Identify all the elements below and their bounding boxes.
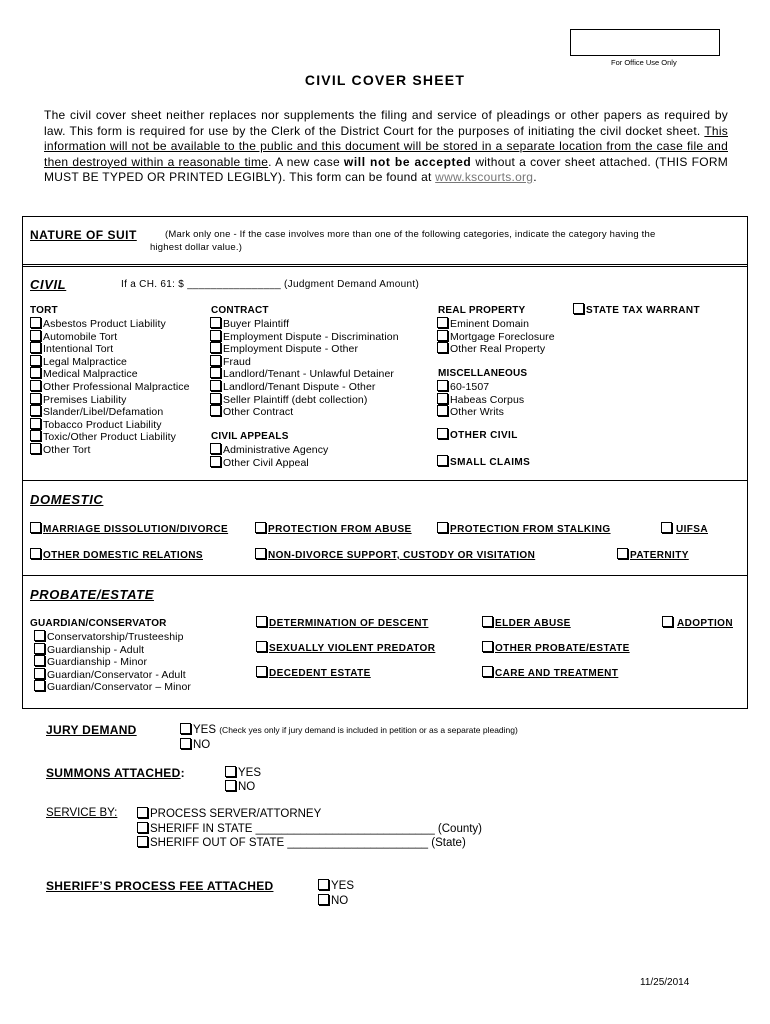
state-tax-warrant-option[interactable]	[573, 303, 700, 318]
tort-label: Legal Malpractice	[43, 355, 127, 368]
tort-checkbox[interactable]	[30, 393, 41, 404]
non-divorce-label: NON-DIVORCE SUPPORT, CUSTODY OR VISITATION	[268, 550, 536, 561]
contract-option[interactable]	[210, 355, 251, 369]
real-property-checkbox[interactable]	[437, 317, 448, 328]
civil-appeal-option[interactable]	[210, 443, 328, 457]
guardian-option[interactable]	[34, 655, 147, 669]
sheriff-fee-yes-checkbox[interactable]	[318, 879, 329, 890]
state-tax-warrant-label: STATE TAX WARRANT	[586, 305, 701, 316]
summons-label-text: SUMMONS ATTACHED	[46, 766, 181, 780]
civil-appeal-checkbox[interactable]	[210, 456, 221, 467]
sheriff-fee-no-label: NO	[331, 895, 349, 907]
care-treatment-checkbox[interactable]	[482, 666, 493, 677]
tort-checkbox[interactable]	[30, 380, 41, 391]
miscellaneous-option[interactable]	[437, 405, 504, 419]
descent-checkbox[interactable]	[256, 616, 267, 627]
real-property-label: Eminent Domain	[450, 318, 530, 330]
jury-no-checkbox[interactable]	[180, 738, 191, 749]
frame-left	[22, 216, 23, 709]
small-claims-option[interactable]	[437, 455, 530, 470]
elder-abuse-label: ELDER ABUSE	[495, 618, 571, 629]
guardian-label: Guardian/Conservator - Adult	[47, 668, 186, 681]
tort-checkbox[interactable]	[30, 355, 41, 366]
civil-appeal-label: Other Civil Appeal	[223, 456, 309, 469]
protection-stalking-checkbox[interactable]	[437, 522, 448, 533]
contract-label: Landlord/Tenant Dispute - Other	[223, 381, 376, 393]
uifsa-label: UIFSA	[676, 524, 708, 535]
guardian-checkbox[interactable]	[34, 643, 45, 654]
ch61-amount[interactable]: If a CH. 61: $ ________________ (Judgment Demand Amount)	[121, 279, 420, 290]
tort-checkbox[interactable]	[30, 317, 41, 328]
marriage-dissolution-option[interactable]	[30, 522, 228, 537]
contract-label: Buyer Plaintiff	[223, 318, 290, 330]
state-tax-warrant-checkbox[interactable]	[573, 303, 584, 314]
tort-label: Toxic/Other Product Liability	[43, 431, 177, 444]
contract-label: Other Contract	[223, 406, 294, 419]
real-property-header: REAL PROPERTY	[438, 305, 526, 316]
elder-abuse-option[interactable]	[482, 616, 571, 631]
guardian-checkbox[interactable]	[34, 668, 45, 679]
real-property-checkbox[interactable]	[437, 342, 448, 353]
kscourts-link[interactable]: www.kscourts.org	[435, 170, 534, 184]
contract-header: CONTRACT	[211, 305, 269, 316]
jury-demand-label: JURY DEMAND	[46, 723, 137, 737]
contract-label: Employment Dispute - Discrimination	[223, 330, 399, 343]
predator-checkbox[interactable]	[256, 641, 267, 652]
contract-checkbox[interactable]	[210, 330, 221, 341]
contract-checkbox[interactable]	[210, 355, 221, 366]
contract-label: Seller Plaintiff (debt collection)	[223, 393, 368, 406]
sheriff-in-state-checkbox[interactable]	[137, 822, 148, 833]
intro-paragraph	[44, 108, 728, 186]
real-property-label: Mortgage Foreclosure	[450, 330, 555, 343]
guardian-option[interactable]	[34, 630, 184, 644]
protection-stalking-option[interactable]	[437, 522, 611, 537]
guardian-label: Guardianship - Minor	[47, 656, 148, 669]
non-divorce-option[interactable]	[255, 548, 535, 563]
small-claims-label: SMALL CLAIMS	[450, 457, 531, 468]
domestic-section-title: DOMESTIC	[30, 492, 104, 507]
guardian-label: Guardian/Conservator – Minor	[47, 681, 192, 694]
adoption-checkbox[interactable]	[662, 616, 673, 627]
contract-option[interactable]	[210, 342, 358, 356]
decedent-checkbox[interactable]	[256, 666, 267, 677]
contract-option[interactable]	[210, 367, 394, 381]
descent-label: DETERMINATION OF DESCENT	[269, 618, 429, 629]
process-server-checkbox[interactable]	[137, 807, 148, 818]
miscellaneous-label: Habeas Corpus	[450, 393, 525, 406]
divider-domestic	[22, 480, 748, 481]
sheriff-fee-label: SHERIFF’S PROCESS FEE ATTACHED	[46, 879, 274, 893]
guardian-option[interactable]	[34, 668, 186, 682]
tort-checkbox[interactable]	[30, 430, 41, 441]
contract-checkbox[interactable]	[210, 342, 221, 353]
guardian-label: Guardianship - Adult	[47, 643, 145, 656]
other-probate-checkbox[interactable]	[482, 641, 493, 652]
contract-checkbox[interactable]	[210, 380, 221, 391]
civil-appeal-label: Administrative Agency	[223, 444, 329, 456]
divider-probate	[22, 575, 748, 576]
protection-abuse-label: PROTECTION FROM ABUSE	[268, 524, 412, 535]
revision-date: 11/25/2014	[640, 977, 690, 988]
miscellaneous-option[interactable]	[437, 393, 524, 407]
guardian-checkbox[interactable]	[34, 655, 45, 666]
predator-option[interactable]	[256, 641, 435, 656]
tort-label: Other Tort	[43, 444, 91, 456]
real-property-label: Other Real Property	[450, 343, 546, 356]
tort-option[interactable]	[30, 367, 138, 381]
small-claims-checkbox[interactable]	[437, 455, 448, 466]
summons-yes-label: YES	[238, 767, 262, 779]
intro-part4: .	[533, 170, 537, 184]
tort-label: Slander/Libel/Defamation	[43, 406, 164, 419]
sheriff-fee-no-checkbox[interactable]	[318, 894, 329, 905]
tort-option[interactable]	[30, 342, 113, 356]
frame-top	[22, 216, 748, 217]
non-divorce-checkbox[interactable]	[255, 548, 266, 559]
protection-stalking-label: PROTECTION FROM STALKING	[450, 524, 611, 535]
other-probate-option[interactable]	[482, 641, 630, 656]
summons-yes-checkbox[interactable]	[225, 766, 236, 777]
nature-instruction-2: highest dollar value.)	[150, 242, 243, 253]
guardian-header: GUARDIAN/CONSERVATOR	[30, 618, 167, 629]
contract-checkbox[interactable]	[210, 393, 221, 404]
contract-option[interactable]	[210, 330, 399, 344]
tort-label: Other Professional Malpractice	[43, 381, 190, 393]
summons-no-option[interactable]	[225, 780, 255, 793]
process-server-label: PROCESS SERVER/ATTORNEY	[150, 808, 322, 820]
marriage-dissolution-label: MARRIAGE DISSOLUTION/DIVORCE	[43, 524, 229, 535]
jury-yes-checkbox[interactable]	[180, 723, 191, 734]
miscellaneous-label: Other Writs	[450, 406, 504, 419]
contract-option[interactable]	[210, 380, 376, 394]
paternity-checkbox[interactable]	[617, 548, 628, 559]
miscellaneous-checkbox[interactable]	[437, 405, 448, 416]
real-property-checkbox[interactable]	[437, 330, 448, 341]
paternity-option[interactable]	[617, 548, 689, 563]
tort-label: Asbestos Product Liability	[43, 318, 166, 330]
uifsa-option[interactable]	[661, 522, 708, 537]
protection-abuse-option[interactable]	[255, 522, 412, 537]
intro-part2: . A new case	[268, 154, 344, 169]
other-probate-label: OTHER PROBATE/ESTATE	[495, 643, 630, 654]
miscellaneous-checkbox[interactable]	[437, 380, 448, 391]
real-property-option[interactable]	[437, 330, 555, 344]
tort-checkbox[interactable]	[30, 367, 41, 378]
jury-yes-option[interactable]	[180, 723, 518, 736]
process-server-option[interactable]	[137, 807, 321, 820]
summons-colon: :	[180, 766, 185, 780]
tort-label: Automobile Tort	[43, 330, 118, 343]
contract-label: Fraud	[223, 355, 251, 368]
miscellaneous-label: 60-1507	[450, 381, 490, 393]
tort-option[interactable]	[30, 330, 117, 344]
summons-label	[46, 766, 185, 780]
jury-note: (Check yes only if jury demand is included in petition or as a separate pleading)	[219, 725, 518, 735]
tort-option[interactable]	[30, 430, 176, 444]
marriage-dissolution-checkbox[interactable]	[30, 522, 41, 533]
real-property-option[interactable]	[437, 342, 545, 356]
tort-header: TORT	[30, 305, 58, 316]
guardian-option[interactable]	[34, 643, 144, 657]
tort-label: Tobacco Product Liability	[43, 418, 162, 431]
frame-right	[747, 216, 748, 709]
contract-checkbox[interactable]	[210, 367, 221, 378]
decedent-option[interactable]	[256, 666, 371, 681]
intro-underlined: This information will not be available to the public and this document will be stored in a separate location from the case file and then destroyed within a reasonable time	[44, 123, 728, 169]
sheriff-out-state-checkbox[interactable]	[137, 836, 148, 847]
other-domestic-checkbox[interactable]	[30, 548, 41, 559]
sheriff-out-state-label: SHERIFF OUT OF STATE ______________________ (State)	[150, 837, 466, 849]
nature-instruction-1: (Mark only one - If the case involves more than one of the following categories, indicate the category having the	[165, 229, 656, 240]
adoption-label: ADOPTION	[677, 618, 733, 629]
guardian-option[interactable]	[34, 680, 191, 694]
decedent-label: DECEDENT ESTATE	[269, 668, 371, 679]
tort-label: Premises Liability	[43, 393, 127, 406]
civil-appeal-option[interactable]	[210, 456, 309, 470]
summons-yes-option[interactable]	[225, 766, 261, 779]
miscellaneous-option[interactable]	[437, 380, 489, 394]
service-by-label: SERVICE BY:	[46, 807, 118, 819]
sheriff-fee-yes-label: YES	[331, 880, 355, 892]
predator-label: SEXUALLY VIOLENT PREDATOR	[269, 643, 436, 654]
frame-bottom	[22, 708, 748, 709]
tort-checkbox[interactable]	[30, 342, 41, 353]
contract-option[interactable]	[210, 393, 367, 407]
tort-option[interactable]	[30, 380, 190, 394]
sheriff-fee-yes-option[interactable]	[318, 879, 354, 892]
tort-checkbox[interactable]	[30, 443, 41, 454]
tort-option[interactable]	[30, 418, 162, 432]
protection-abuse-checkbox[interactable]	[255, 522, 266, 533]
sheriff-fee-no-option[interactable]	[318, 894, 348, 907]
miscellaneous-checkbox[interactable]	[437, 393, 448, 404]
descent-option[interactable]	[256, 616, 428, 631]
guardian-checkbox[interactable]	[34, 680, 45, 691]
tort-option[interactable]	[30, 405, 163, 419]
miscellaneous-header: MISCELLANEOUS	[438, 368, 528, 379]
intro-part1: The civil cover sheet neither replaces nor supplements the filing and service of pleadings or other papers as required by law. This form is required for use by the Clerk of the District Court for the purposes of initiating the civil docket sheet.	[44, 108, 728, 138]
nature-of-suit-label: NATURE OF SUIT	[30, 228, 137, 242]
civil-section-title: CIVIL	[30, 277, 67, 292]
tort-option[interactable]	[30, 393, 127, 407]
tort-checkbox[interactable]	[30, 330, 41, 341]
contract-option[interactable]	[210, 405, 293, 419]
other-civil-label: OTHER CIVIL	[450, 430, 518, 441]
uifsa-checkbox[interactable]	[661, 522, 672, 533]
jury-yes-label: YES	[193, 724, 217, 736]
contract-checkbox[interactable]	[210, 317, 221, 328]
adoption-option[interactable]	[662, 616, 733, 631]
sheriff-in-state-option[interactable]	[137, 822, 482, 835]
sheriff-out-state-option[interactable]	[137, 836, 466, 849]
jury-no-option[interactable]	[180, 738, 210, 751]
tort-checkbox[interactable]	[30, 405, 41, 416]
other-civil-checkbox[interactable]	[437, 428, 448, 439]
real-property-option[interactable]	[437, 317, 529, 331]
paternity-label: PATERNITY	[630, 550, 689, 561]
care-treatment-label: CARE AND TREATMENT	[495, 668, 619, 679]
tort-label: Intentional Tort	[43, 343, 114, 356]
care-treatment-option[interactable]	[482, 666, 618, 681]
sheriff-in-state-label: SHERIFF IN STATE ____________________________ (County)	[150, 823, 483, 835]
other-civil-option[interactable]	[437, 428, 518, 443]
contract-checkbox[interactable]	[210, 405, 221, 416]
tort-option[interactable]	[30, 355, 127, 369]
jury-no-label: NO	[193, 739, 211, 751]
tort-label: Medical Malpractice	[43, 368, 138, 381]
summons-no-label: NO	[238, 781, 256, 793]
tort-option[interactable]	[30, 443, 91, 457]
civil-appeals-header: CIVIL APPEALS	[211, 431, 289, 442]
other-domestic-option[interactable]	[30, 548, 203, 563]
guardian-checkbox[interactable]	[34, 630, 45, 641]
summons-no-checkbox[interactable]	[225, 780, 236, 791]
contract-option[interactable]	[210, 317, 289, 331]
probate-section-title: PROBATE/ESTATE	[30, 587, 154, 602]
other-domestic-label: OTHER DOMESTIC RELATIONS	[43, 550, 203, 561]
contract-label: Employment Dispute - Other	[223, 343, 359, 356]
civil-appeal-checkbox[interactable]	[210, 443, 221, 454]
tort-checkbox[interactable]	[30, 418, 41, 429]
tort-option[interactable]	[30, 317, 166, 331]
office-use-label: For Office Use Only	[611, 58, 677, 67]
contract-label: Landlord/Tenant - Unlawful Detainer	[223, 368, 395, 381]
office-use-box[interactable]	[570, 29, 720, 56]
intro-bold: will not be accepted	[343, 154, 472, 169]
page-title: CIVIL COVER SHEET	[304, 72, 466, 88]
divider-nature	[22, 264, 748, 267]
intro-part3: without a cover sheet attached. (THIS FORM MUST BE TYPED OR PRINTED LEGIBLY). This form can be found at	[44, 154, 728, 184]
guardian-label: Conservatorship/Trusteeship	[47, 631, 184, 643]
elder-abuse-checkbox[interactable]	[482, 616, 493, 627]
